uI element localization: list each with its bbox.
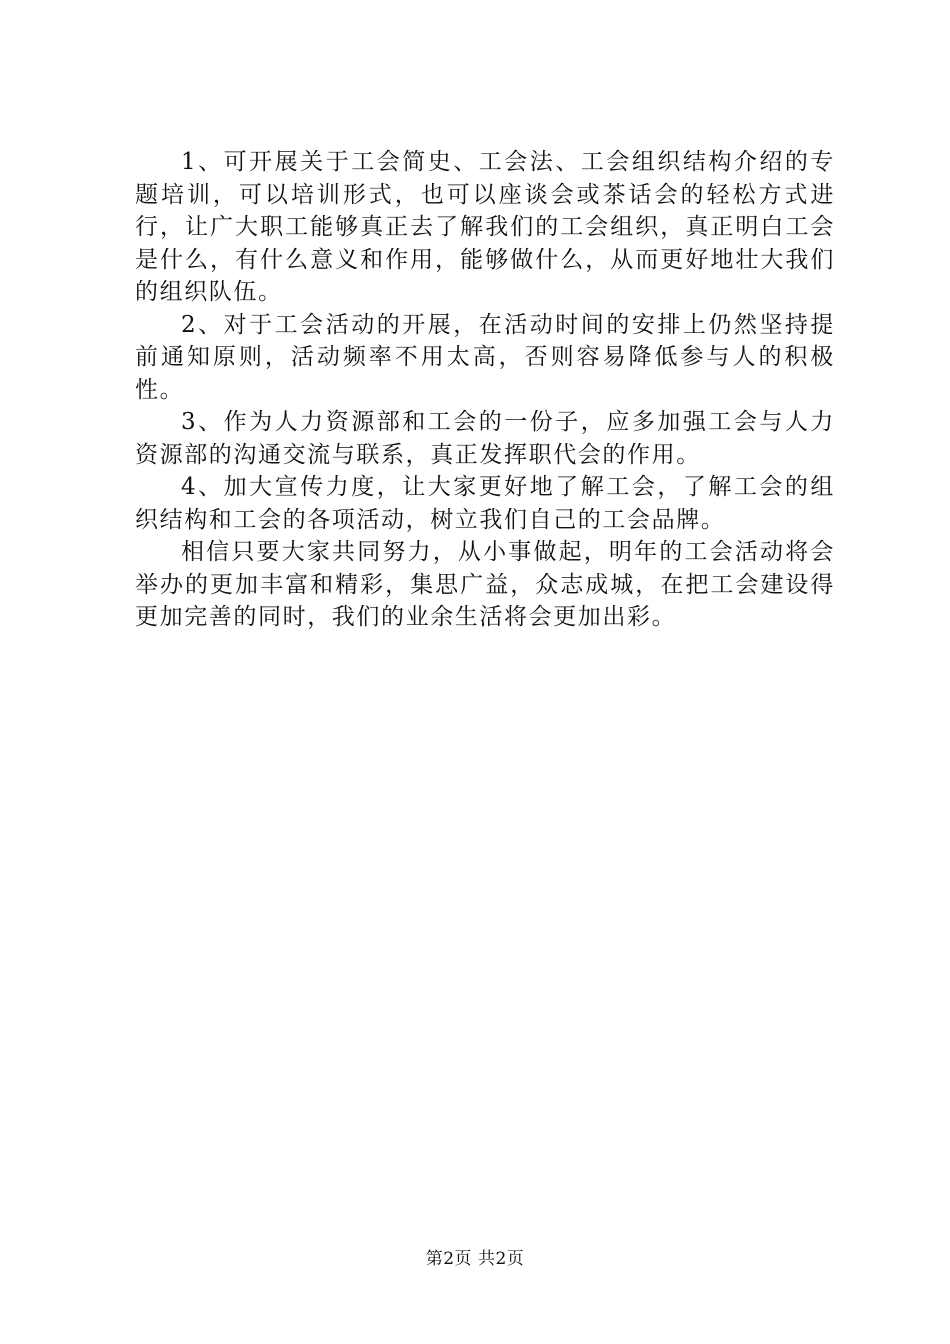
- paragraph-item-4: 4、加大宣传力度，让大家更好地了解工会，了解工会的组织结构和工会的各项活动，树立我们自己的工会品牌。: [135, 474, 835, 533]
- paragraph-item-1: 1、可开展关于工会简史、工会法、工会组织结构介绍的专题培训，可以培训形式，也可以座谈会或茶话会的轻松方式进行，让广大职工能够真正去了解我们的工会组织，真正明白工会是什么，有什么意义和作用，能够做什么，从而更好地壮大我们的组织队伍。: [135, 149, 835, 305]
- page-footer: 第2页 共2页: [425, 1249, 525, 1269]
- document-body: [135, 146, 835, 634]
- closing-paragraph: 相信只要大家共同努力，从小事做起，明年的工会活动将会举办的更加丰富和精彩，集思广益，众志成城，在把工会建设得更加完善的同时，我们的业余生活将会更加出彩。: [135, 539, 835, 630]
- paragraph-item-3: 3、作为人力资源部和工会的一份子，应多加强工会与人力资源部的沟通交流与联系，真正发挥职代会的作用。: [135, 409, 835, 468]
- paragraph-item-2: 2、对于工会活动的开展，在活动时间的安排上仍然坚持提前通知原则，活动频率不用太高，否则容易降低参与人的积极性。: [135, 311, 835, 403]
